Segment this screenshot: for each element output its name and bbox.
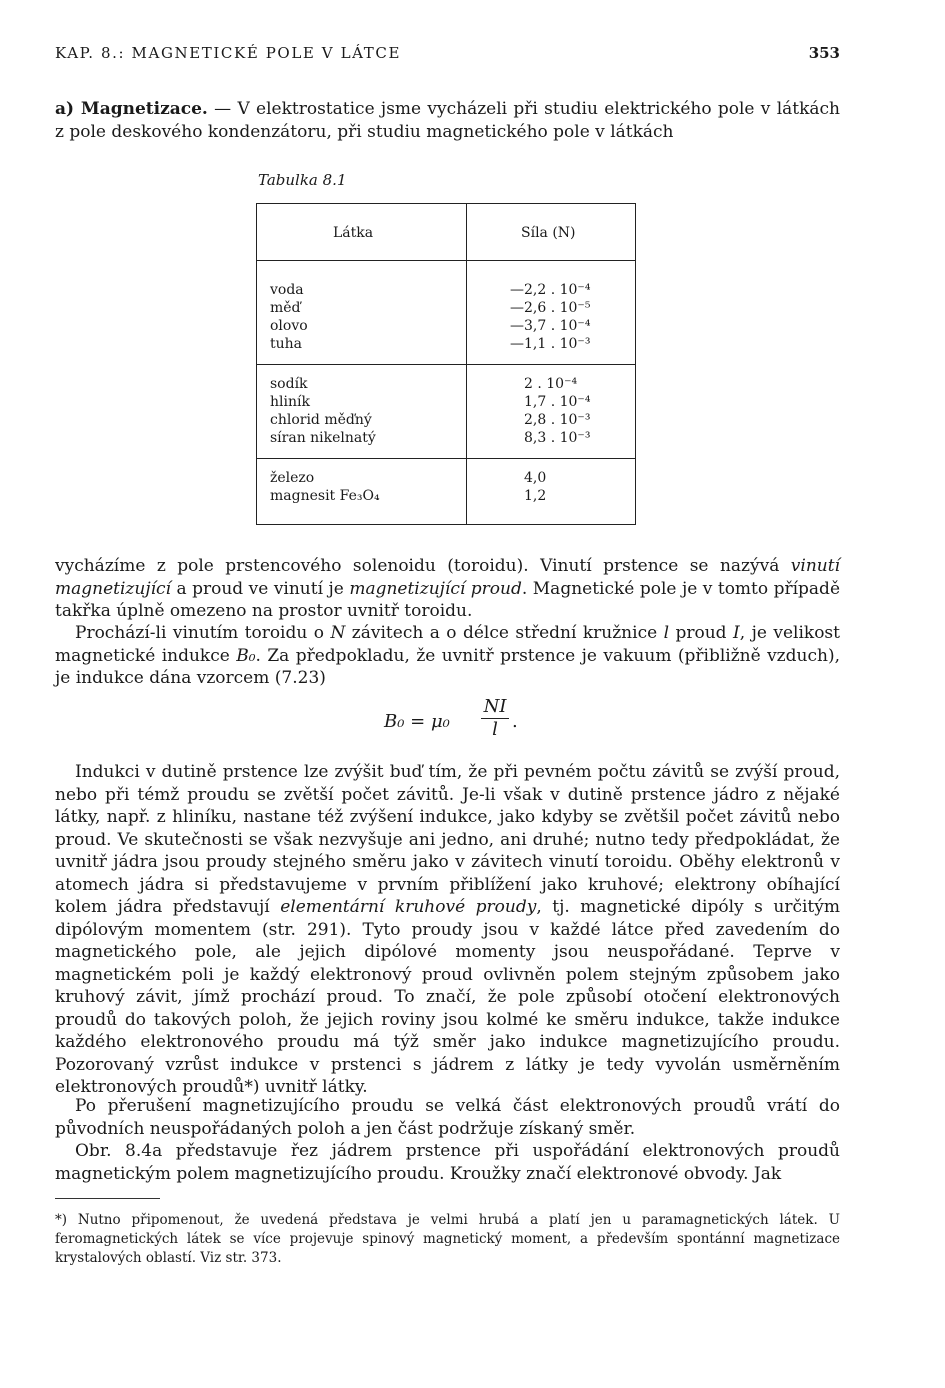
formula-denominator: l xyxy=(492,719,498,740)
substance-name: chlorid měďný xyxy=(270,412,372,428)
footnote-rule xyxy=(55,1198,160,1199)
force-value: 2,8 . 10⁻³ xyxy=(524,412,591,428)
substance-name: síran nikelnatý xyxy=(270,430,376,446)
paragraph-toroid xyxy=(55,555,840,623)
formula-numerator: NI xyxy=(483,696,507,717)
paragraph-induction xyxy=(55,622,840,690)
term-elementary-currents: elementární kruhové proudy xyxy=(280,897,537,917)
text-run: vycházíme z pole prstencového solenoidu (toroidu). Vinutí prstence se nazývá xyxy=(55,556,791,576)
force-value: 8,3 . 10⁻³ xyxy=(524,430,591,446)
force-value: 1,7 . 10⁻⁴ xyxy=(524,394,591,410)
symbol-N: N xyxy=(330,623,346,643)
substance-force-table xyxy=(256,203,636,525)
substance-group-1 xyxy=(270,281,308,353)
text-run: Prochází-li vinutím toroidu o xyxy=(75,623,331,643)
column-header-substance: Látka xyxy=(333,225,374,241)
paragraph-figure-ref: Obr. 8.4a představuje řez jádrem prstence při uspořádání elektronových proudů magnetickým polem magnetizujícího proudu. Kroužky značí elektronové obvody. Jak xyxy=(55,1141,840,1184)
intro-text: — V elektrostatice jsme vycházeli při studiu elektrického pole v látkách z pole deskového kondenzátoru, při studiu magnetického pole v látkách xyxy=(55,99,841,142)
text-run: Indukci v dutině prstence lze zvýšit buď tím, že při pevném počtu závitů se zvýší proud, nebo při témž proudu se zvětší počet závitů. Je-li však v dutině prstence jádro z nějaké látky, např. z hliníku, nastane též zvýšení indukce, jako kdyby se zvětšil počet závitů nebo proud. Ve skutečnosti se však nezvyšuje ani jedno, ani druhé; nutno tedy předpokládat, že uvnitř jádra jsou proudy stejného směru jako v závitech vinutí toroidu. Oběhy elektronů v atomech jádra si představujeme v prvním přiblížení jako kruhové; elektrony obíhající kolem jádra představují xyxy=(55,762,840,917)
substance-name: olovo xyxy=(270,318,308,334)
text-run: závitech a o délce střední kružnice xyxy=(345,623,664,643)
substance-group-2 xyxy=(270,375,376,447)
symbol-B0: B₀ xyxy=(236,645,256,666)
text-run: a proud ve vinutí je xyxy=(171,578,350,599)
column-header-force: Síla (N) xyxy=(521,225,576,241)
text-run: , je velikost magnetické indukce xyxy=(55,623,840,666)
formula-end: . xyxy=(512,711,518,732)
group-rule xyxy=(257,458,635,459)
force-value: 2 . 10⁻⁴ xyxy=(524,376,578,392)
substance-group-3 xyxy=(270,469,380,505)
text-run: . Za předpokladu, že uvnitř prstence je vakuum (přibližně vzduch), je indukce dána vzorcem (7.23) xyxy=(55,645,840,688)
force-group-1 xyxy=(510,281,590,353)
group-rule xyxy=(257,364,635,365)
intro-paragraph xyxy=(55,98,840,143)
force-group-3 xyxy=(524,469,546,505)
header-rule xyxy=(257,260,635,261)
symbol-I: I xyxy=(733,623,740,643)
substance-name: voda xyxy=(270,282,304,298)
text-run: , tj. magnetické dipóly s určitým dipólovým momentem (str. 291). Tyto proudy jsou v každé látce před zavedením do magnetického pole, ale jejich dipólové momenty jsou neuspořádané. Teprve v magnetickém poli je každý elektronový proud ovlivněn polem stejným způsobem jako kruhový závit, jímž prochází proud. To značí, že pole způsobí otočení elektronových proudů do takových poloh, že jejich roviny jsou kolmé ke směru indukce, takže indukce každého elektronového proudu má týž směr jako indukce magnetizujícího proudu. Pozorovaný vzrůst indukce v prstenci s jádrem z látky je tedy vyvolán usměrněním elektronových proudů*) uvnitř látky. xyxy=(55,897,840,1097)
force-group-2 xyxy=(524,375,590,447)
substance-name: železo xyxy=(270,470,315,486)
paragraph-electron-currents xyxy=(55,761,840,1099)
force-value: —1,1 . 10⁻³ xyxy=(510,336,591,352)
formula-fraction xyxy=(481,697,509,740)
running-header xyxy=(55,44,840,66)
paragraph-interruption: Po přerušení magnetizujícího proudu se velká část elektronových proudů vrátí do původních neuspořádaných poloh a jen část podržuje získaný směr. xyxy=(55,1096,840,1139)
force-value: —3,7 . 10⁻⁴ xyxy=(510,318,591,334)
force-value: —2,6 . 10⁻⁵ xyxy=(510,300,591,316)
symbol-l: l xyxy=(663,623,670,643)
substance-name: hliník xyxy=(270,394,310,410)
text-run: proud xyxy=(669,623,734,643)
table-caption: Tabulka 8.1 xyxy=(258,171,347,189)
force-value: 4,0 xyxy=(524,470,547,486)
substance-name: měď xyxy=(270,300,301,316)
running-title: KAP. 8.: MAGNETICKÉ POLE V LÁTCE xyxy=(55,44,402,62)
formula-lhs: B₀ = μ₀ xyxy=(384,711,450,732)
substance-name: sodík xyxy=(270,376,308,392)
substance-name: tuha xyxy=(270,336,303,352)
section-heading: a) Magnetizace. xyxy=(55,99,208,119)
force-value: —2,2 . 10⁻⁴ xyxy=(510,282,591,298)
force-value: 1,2 xyxy=(524,488,547,504)
substance-name: magnesit Fe₃O₄ xyxy=(270,488,380,504)
text-run: . Magnetické pole je v tomto případě takřka úplně omezeno na prostor uvnitř toroidu. xyxy=(55,578,841,621)
term-magnetizing-current: magnetizující proud xyxy=(349,578,522,599)
footnote: *) Nutno připomenout, že uvedená představa je velmi hrubá a platí jen u paramagnetických látek. U feromagnetických látek se více projevuje spinový magnetický moment, a především spontánní magnetizace krystalových oblastí. Viz str. 373. xyxy=(55,1212,840,1266)
page-number: 353 xyxy=(808,44,840,62)
term-magnetizing-winding: vinutí magnetizující xyxy=(55,556,840,599)
